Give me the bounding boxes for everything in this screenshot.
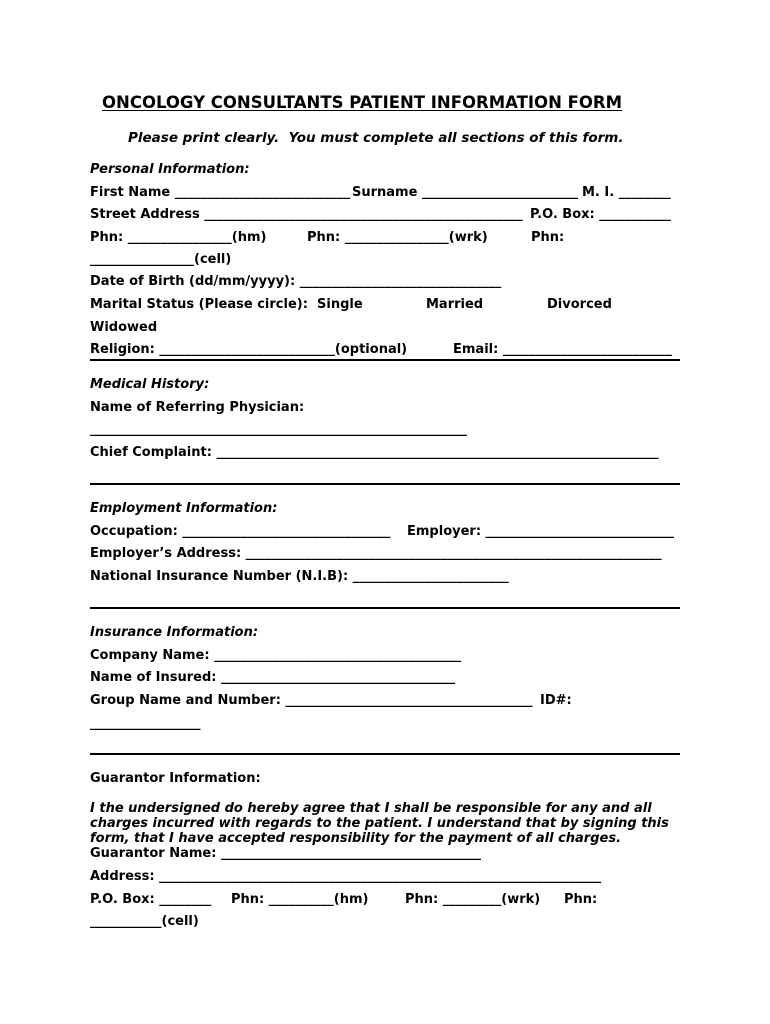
employment-section-heading: Employment Information: xyxy=(90,501,278,516)
medical-section-heading: Medical History: xyxy=(90,377,210,392)
personal-section-heading: Personal Information: xyxy=(90,162,250,177)
marital-option-widowed[interactable]: Widowed xyxy=(90,320,158,335)
guarantor-section-heading: Guarantor Information: xyxy=(90,771,261,786)
guarantor-address-field[interactable]: Address: ____________________________________________________________________ xyxy=(90,869,602,884)
guarantor-phone-work-field[interactable]: Phn: _________(wrk) xyxy=(405,892,541,907)
referring-physician-field[interactable]: __________________________________________________________ xyxy=(90,422,467,437)
marital-option-single[interactable]: Single xyxy=(317,297,363,312)
section-divider xyxy=(90,359,680,361)
guarantor-phone-cell-label: Phn: xyxy=(564,892,598,907)
section-divider xyxy=(90,483,680,485)
phone-cell-field[interactable]: ________________(cell) xyxy=(90,252,232,267)
company-name-field[interactable]: Company Name: ______________________________________ xyxy=(90,648,462,663)
phone-home-field[interactable]: Phn: ________________(hm) xyxy=(90,230,267,245)
guarantor-po-box-field[interactable]: P.O. Box: ________ xyxy=(90,892,212,907)
po-box-field[interactable]: P.O. Box: ___________ xyxy=(530,207,671,222)
phone-cell-label: Phn: xyxy=(531,230,565,245)
phone-work-field[interactable]: Phn: ________________(wrk) xyxy=(307,230,488,245)
employer-address-field[interactable]: Employer’s Address: ________________________________________________________________ xyxy=(90,546,662,561)
form-title: ONCOLOGY CONSULTANTS PATIENT INFORMATION FORM xyxy=(102,93,623,112)
surname-field[interactable]: Surname ________________________ xyxy=(352,185,578,200)
form-instructions: Please print clearly. You must complete all sections of this form. xyxy=(128,130,624,146)
date-of-birth-field[interactable]: Date of Birth (dd/mm/yyyy): _______________________________ xyxy=(90,274,502,289)
guarantor-phone-home-field[interactable]: Phn: __________(hm) xyxy=(231,892,369,907)
insurance-id-label: ID#: xyxy=(540,693,572,708)
marital-status-label: Marital Status (Please circle): xyxy=(90,297,308,312)
marital-option-married[interactable]: Married xyxy=(426,297,484,312)
guarantor-name-field[interactable]: Guarantor Name: ________________________________________ xyxy=(90,846,481,861)
referring-physician-label: Name of Referring Physician: xyxy=(90,400,305,415)
insurance-section-heading: Insurance Information: xyxy=(90,625,259,640)
insured-name-field[interactable]: Name of Insured: ____________________________________ xyxy=(90,670,455,685)
guarantor-phone-cell-field[interactable]: ___________(cell) xyxy=(90,914,199,929)
chief-complaint-field[interactable]: Chief Complaint: ____________________________________________________________________ xyxy=(90,445,659,460)
street-address-field[interactable]: Street Address _________________________________________________ xyxy=(90,207,523,222)
section-divider xyxy=(90,607,680,609)
occupation-field[interactable]: Occupation: ________________________________ xyxy=(90,524,391,539)
middle-initial-field[interactable]: M. I. ________ xyxy=(582,185,671,200)
employer-field[interactable]: Employer: _____________________________ xyxy=(407,524,675,539)
religion-field[interactable]: Religion: ___________________________(optional) xyxy=(90,342,408,357)
nib-number-field[interactable]: National Insurance Number (N.I.B): ________________________ xyxy=(90,569,509,584)
first-name-field[interactable]: First Name ___________________________ xyxy=(90,185,351,200)
guarantor-statement: I the undersigned do hereby agree that I shall be responsible for any and all charges incurred with regards to the patient. I understand that by signing this form, that I have accepted responsibility for the payment of all charges. xyxy=(90,801,669,846)
insurance-id-field[interactable]: _________________ xyxy=(90,716,201,731)
group-name-number-field[interactable]: Group Name and Number: ______________________________________ xyxy=(90,693,533,708)
section-divider xyxy=(90,753,680,755)
marital-option-divorced[interactable]: Divorced xyxy=(547,297,612,312)
email-field[interactable]: Email: __________________________ xyxy=(453,342,672,357)
